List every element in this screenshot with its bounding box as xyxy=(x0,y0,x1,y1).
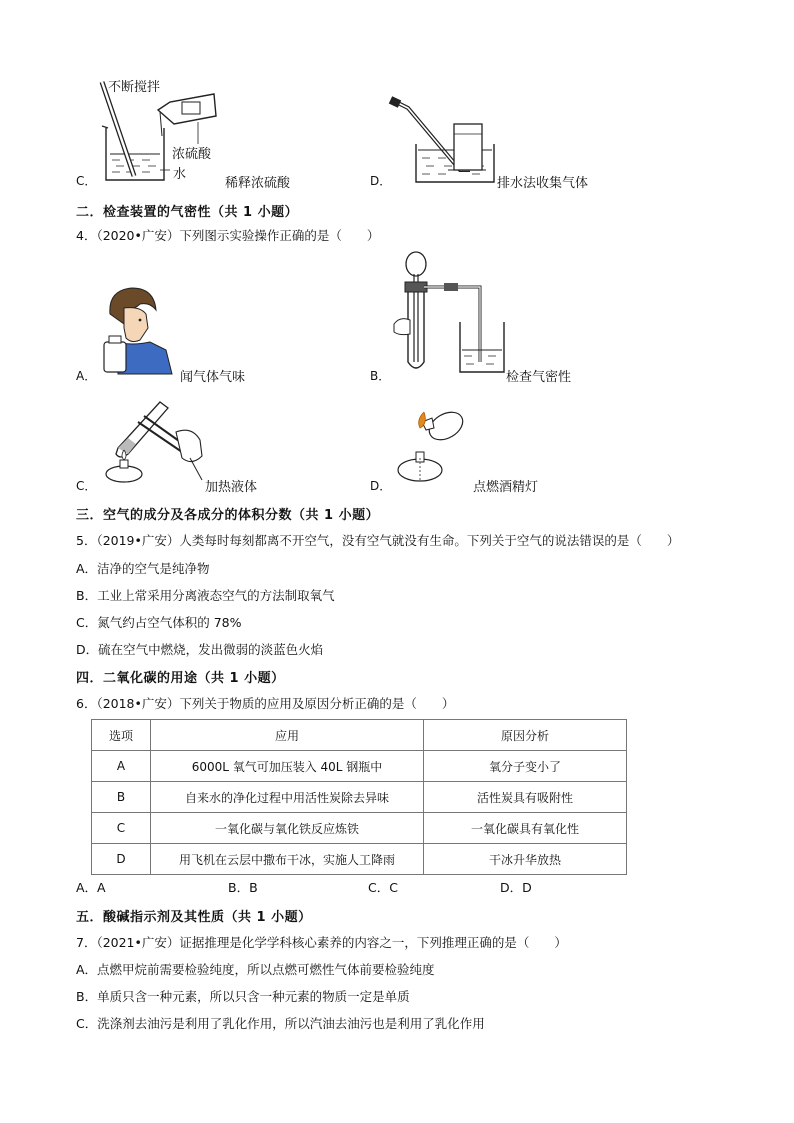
table-cell: 活性炭具有吸附性 xyxy=(424,782,627,813)
table-header-cell: 应用 xyxy=(151,720,424,751)
table-header-cell: 选项 xyxy=(92,720,151,751)
q6-table xyxy=(91,719,627,875)
table-cell: A xyxy=(92,751,151,782)
q7-option-c: C．洗涤剂去油污是利用了乳化作用，所以汽油去油污也是利用了乳化作用 xyxy=(76,1016,485,1031)
heat-liquid-figure xyxy=(98,392,210,488)
q7-stem: 7．（2021•广安）证据推理是化学学科核心素养的内容之一，下列推理正确的是（ ） xyxy=(76,935,567,950)
section-2-title: 二．检查装置的气密性（共 1 小题） xyxy=(76,205,299,220)
q4-option-a-label: A． xyxy=(76,369,97,383)
airtightness-caption: 检查气密性 xyxy=(506,370,572,385)
table-cell: 一氧化碳与氧化铁反应炼铁 xyxy=(151,813,424,844)
q5-option-b: B．工业上常采用分离液态空气的方法制取氧气 xyxy=(76,588,335,603)
section-4-title: 四．二氧化碳的用途（共 1 小题） xyxy=(76,671,285,686)
q5-option-d: D．硫在空气中燃烧，发出微弱的淡蓝色火焰 xyxy=(76,642,324,657)
table-cell: B xyxy=(92,782,151,813)
q6-answer-a: A．A xyxy=(76,880,106,895)
light-lamp-figure xyxy=(388,398,478,490)
water-label: 水 xyxy=(173,167,187,182)
q4-stem: 4．（2020•广安）下列图示实验操作正确的是（ ） xyxy=(76,228,380,243)
smell-gas-caption: 闻气体气味 xyxy=(180,370,246,385)
gas-collection-caption: 排水法收集气体 xyxy=(497,176,589,191)
heat-liquid-caption: 加热液体 xyxy=(205,480,258,495)
q6-answer-b: B．B xyxy=(228,880,258,895)
airtightness-figure xyxy=(392,250,512,378)
gas-collection-figure xyxy=(388,96,503,186)
q6-answer-d: D．D xyxy=(500,880,532,895)
table-cell: 用飞机在云层中撒布干冰，实施人工降雨 xyxy=(151,844,424,875)
q4-option-c-label: C． xyxy=(76,479,97,493)
table-cell: 一氧化碳具有氧化性 xyxy=(424,813,627,844)
q6-stem: 6．（2018•广安）下列关于物质的应用及原因分析正确的是（ ） xyxy=(76,696,455,711)
q7-option-b: B．单质只含一种元素，所以只含一种元素的物质一定是单质 xyxy=(76,989,410,1004)
option-c-label: C． xyxy=(76,174,97,188)
table-row xyxy=(92,844,627,875)
smell-gas-figure xyxy=(96,284,176,376)
table-header-cell: 原因分析 xyxy=(424,720,627,751)
option-d-label: D． xyxy=(370,174,392,188)
table-cell: 自来水的净化过程中用活性炭除去异味 xyxy=(151,782,424,813)
table-row xyxy=(92,813,627,844)
dilute-acid-caption: 稀释浓硫酸 xyxy=(225,176,291,191)
q4-option-b-label: B． xyxy=(370,369,391,383)
light-lamp-caption: 点燃酒精灯 xyxy=(473,480,539,495)
acid-label: 浓硫酸 xyxy=(172,147,212,162)
table-cell: C xyxy=(92,813,151,844)
stir-label: 不断搅拌 xyxy=(108,80,161,95)
table-row xyxy=(92,782,627,813)
section-5-title: 五．酸碱指示剂及其性质（共 1 小题） xyxy=(76,910,312,925)
table-cell: D xyxy=(92,844,151,875)
table-row xyxy=(92,751,627,782)
q7-option-a: A．点燃甲烷前需要检验纯度，所以点燃可燃性气体前要检验纯度 xyxy=(76,962,435,977)
table-header-row xyxy=(92,720,627,751)
q6-answer-c: C．C xyxy=(368,880,398,895)
q5-stem: 5．（2019•广安）人类每时每刻都离不开空气，没有空气就没有生命。下列关于空气的说法错误的是（ ） xyxy=(76,533,680,548)
q5-option-c: C．氮气约占空气体积的 78% xyxy=(76,615,242,630)
q4-option-d-label: D． xyxy=(370,479,392,493)
table-cell: 干冰升华放热 xyxy=(424,844,627,875)
table-cell: 氧分子变小了 xyxy=(424,751,627,782)
q5-option-a: A．洁净的空气是纯净物 xyxy=(76,561,210,576)
table-cell: 6000L 氧气可加压装入 40L 钢瓶中 xyxy=(151,751,424,782)
section-3-title: 三．空气的成分及各成分的体积分数（共 1 小题） xyxy=(76,508,380,523)
